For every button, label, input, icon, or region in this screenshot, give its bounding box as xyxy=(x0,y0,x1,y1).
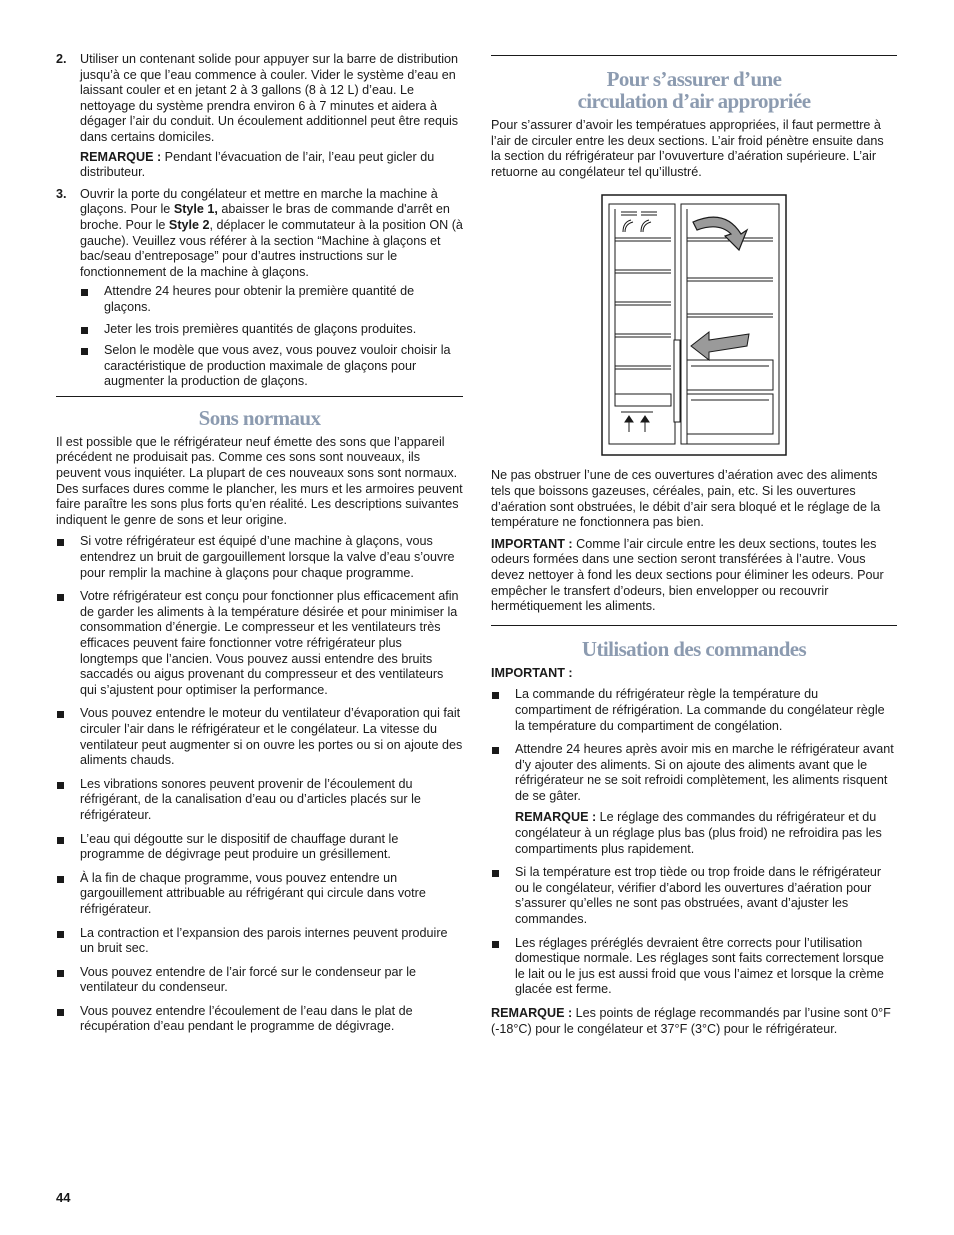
airflow-diagram xyxy=(491,188,897,464)
bullet-square-icon xyxy=(492,692,499,699)
important-label: IMPORTANT : xyxy=(491,536,573,551)
list-item-text: Si votre réfrigérateur est équipé d’une machine à glaçons, vous entendrez un bruit de gargouillement lorsque la valve d’eau s’ouvre pour remplir la machine à glaçons pour chaque programme. xyxy=(80,534,455,580)
bullet-square-icon xyxy=(492,870,499,877)
list-item-note xyxy=(515,810,897,857)
commandes-important xyxy=(491,666,897,682)
step-3 xyxy=(56,187,463,390)
bullet-square-icon xyxy=(81,327,88,334)
title-line: Pour s’assurer d’une xyxy=(606,67,782,91)
list-item xyxy=(56,706,463,768)
step-number: 3. xyxy=(56,186,67,201)
bullet-square-icon xyxy=(57,1009,64,1016)
section-divider xyxy=(491,55,897,56)
left-column xyxy=(56,52,463,1043)
sons-intro: Il est possible que le réfrigérateur neuf émette des sons que l’appareil précédent ne produisait pas. Comme ces sons sont nouveaux, ils peuvent vous inquiéter. La plupart de ces nouveaux sons sont normaux. Des surfaces dures comme le plancher, les murs et les armoires peuvent faire paraître les sons plus forts qu’en réalité. Les descriptions suivantes indiquent le genre de sons et leur origine. xyxy=(56,434,463,527)
list-item-text: Vous pouvez entendre de l’air forcé sur le condenseur par le ventilateur du condenseur. xyxy=(80,964,417,995)
freezer-section xyxy=(609,204,675,444)
step-2 xyxy=(56,52,463,181)
list-item-text: La contraction et l’expansion des parois internes peuvent produire un bruit sec. xyxy=(80,925,448,956)
list-item-text: Les vibrations sonores peuvent provenir de l’écoulement du réfrigérant, de la canalisation d’eau ou d’articles placés sur le réfrigérateur. xyxy=(80,776,421,822)
list-item-text: Selon le modèle que vous avez, vous pouvez vouloir choisir la caractéristique de production maximale de glaçons pour augmenter la production de glaçons. xyxy=(104,343,451,389)
text-run: , déplacer le commutateur à la position ON (à gauche). Veuillez vous référer à la section “Machine à glaçons et bac/seau d’entreposage” pour d’autres instructions sur le fonctionnement de la machine à glaçons. xyxy=(80,217,463,279)
bullet-square-icon xyxy=(57,711,64,718)
air-duct xyxy=(674,340,680,422)
section-divider xyxy=(56,396,463,397)
list-item xyxy=(80,284,463,315)
list-item-text: Vous pouvez entendre le moteur du ventilateur d’évaporation qui fait circuler l’air dans le réfrigérateur et le congélateur. La vitesse du ventilateur peut augmenter si on ouvre les portes ou si on ajoute des aliments chauds. xyxy=(80,706,463,768)
section-title-air-circulation xyxy=(491,68,897,112)
list-item xyxy=(80,322,463,338)
refrigerator-airflow-illustration xyxy=(601,194,787,456)
note-text: Pendant l’évacuation de l’air, l’eau peut gicler du distributeur. xyxy=(80,149,435,180)
list-item-text: La commande du réfrigérateur règle la température du compartiment de réfrigération. La commande du congélateur règle la température du compartiment de congélation. xyxy=(515,687,885,733)
commandes-bullets xyxy=(491,687,897,998)
bullet-square-icon xyxy=(492,747,499,754)
bullet-square-icon xyxy=(57,931,64,938)
list-item-text: Les réglages préréglés devraient être corrects pour l’utilisation domestique normale. Les réglages sont faits correctement lorsque le lait ou le jus est aussi froid que vous l’aimez et lorsque la crème glacée est ferme. xyxy=(515,935,884,997)
important-text: Comme l’air circule entre les deux sections, toutes les odeurs formées dans une section seront transférées à l’autre. Vous devez nettoyer à fond les deux sections pour éliminer les odeurs. Pour empêcher le transfert d’odeurs, bien envelopper ou recouvrir hermétiquement les aliments. xyxy=(491,536,884,614)
list-item-text: À la fin de chaque programme, vous pouvez entendre un gargouillement attribuable au réfrigérant qui circule dans votre réfrigérateur. xyxy=(80,870,426,916)
step-note xyxy=(80,150,463,181)
step-text xyxy=(80,187,463,281)
note-label: REMARQUE : xyxy=(80,149,162,164)
list-item xyxy=(491,865,897,927)
list-item xyxy=(491,687,897,734)
bullet-square-icon xyxy=(57,539,64,546)
note-text: Les points de réglage recommandés par l’usine sont 0°F (-18°C) pour le congélateur et 37°F (3°C) pour le réfrigérateur. xyxy=(491,1006,891,1036)
section-divider xyxy=(491,625,897,626)
bullet-square-icon xyxy=(492,941,499,948)
text-run: abaisser le bras de commande d'arrêt en broche. Pour le xyxy=(80,202,450,232)
right-column xyxy=(491,55,897,1043)
bullet-square-icon xyxy=(81,289,88,296)
list-item xyxy=(56,871,463,918)
air-warning: Ne pas obstruer l’une de ces ouvertures d’aération avec des aliments tels que boissons gazeuses, céréales, pain, etc. Si les ouvertures d’aération sont obstruées, le débit d’air sera bloqué et le réglage de la température ne fonctionnera pas bien. xyxy=(491,468,881,530)
list-item xyxy=(56,926,463,957)
bullet-square-icon xyxy=(57,876,64,883)
note-label: REMARQUE : xyxy=(491,1006,573,1020)
list-item xyxy=(491,742,897,857)
step-number: 2. xyxy=(56,52,67,66)
title-line: circulation d’air appropriée xyxy=(577,89,811,113)
list-item xyxy=(56,1004,463,1035)
list-item xyxy=(491,936,897,998)
list-item-text: Votre réfrigérateur est conçu pour fonctionner plus efficacement afin de garder les aliments à la température désirée et pour minimiser la consommation d’énergie. Le compresseur et les ventilateurs très efficaces peuvent faire fonctionner votre réfrigérateur plus longtemps que l’ancien. Vous pouvez aussi entendre des bruits saccadés ou aigus provenant du compresseur et des ventilateurs qui s’ajustent pour optimiser la performance. xyxy=(80,589,459,697)
bullet-square-icon xyxy=(57,782,64,789)
air-intro: Pour s’assurer d’avoir les températues appropriées, il faut permettre à l’air de circuler entre les deux sections. L’air froid pénètre ensuite dans la section du réfrigérateur par l’ovuverture d’aération supérieure. L’air retuorne au congélateur tel qu’illustré. xyxy=(491,118,884,179)
sons-bullets xyxy=(56,534,463,1035)
list-item-text: L’eau qui dégoutte sur le dispositif de chauffage durant le programme de dégivrage peut produire un grésillement. xyxy=(80,831,399,862)
air-important xyxy=(491,537,897,615)
bullet-square-icon xyxy=(81,348,88,355)
list-item xyxy=(80,343,463,390)
bold-run: Style 1, xyxy=(173,202,218,217)
list-item xyxy=(56,589,463,698)
text-run: Ouvrir la porte du congélateur et mettre en marche la machine à glaçons. Pour le xyxy=(80,186,438,217)
section-title-sons-normaux: Sons normaux xyxy=(198,405,321,430)
note-text: Le réglage des commandes du réfrigérateur et du congélateur à un réglage plus bas (plus froid) ne refroidira pas les compartiments plus rapidement. xyxy=(515,810,882,856)
list-item xyxy=(56,832,463,863)
list-item-text: Vous pouvez entendre l’écoulement de l’eau dans le plat de récupération d’eau pendant le programme de dégivrage. xyxy=(80,1003,413,1034)
step-3-bullets xyxy=(80,284,463,390)
list-item-text: Attendre 24 heures après avoir mis en marche le réfrigérateur avant d’y ajouter des aliments. Si on ajoute des aliments avant que le réfrigérateur ne se soit refroidi complètement, les aliments risquent de se gâter. xyxy=(515,742,894,803)
bullet-square-icon xyxy=(57,837,64,844)
important-label: IMPORTANT : xyxy=(491,665,573,680)
page-number: 44 xyxy=(56,1190,71,1205)
list-item-text: Si la température est trop tiède ou trop froide dans le réfrigérateur ou le congélateur, vérifier d’abord les ouvertures d’aération pour s’assurer qu’elles ne sont pas obstruées, avant d’ajuster les commandes. xyxy=(515,865,882,927)
list-item-text: Jeter les trois premières quantités de glaçons produites. xyxy=(104,321,417,336)
commandes-final-note xyxy=(491,1006,897,1037)
bullet-square-icon xyxy=(57,594,64,601)
list-item-text: Attendre 24 heures pour obtenir la première quantité de glaçons. xyxy=(104,284,415,314)
list-item xyxy=(56,965,463,996)
list-item xyxy=(56,777,463,824)
bullet-square-icon xyxy=(57,970,64,977)
note-label: REMARQUE : xyxy=(515,810,597,825)
bold-run: Style 2 xyxy=(168,217,210,232)
section-title-commandes: Utilisation des commandes xyxy=(581,636,807,661)
step-text: Utiliser un contenant solide pour appuyer sur la barre de distribution jusqu’à ce que l’eau commence à couler. Vider le système d’eau en laissant couler et en jetant 2 à 3 gallons (8 à 12 L) d’eau. Le nettoyage du système prendra environ 6 à 7 minutes et aidera à dégager l’air du conduit. Un écoulement additionnel peut être requis dans certains domiciles. xyxy=(80,52,459,144)
list-item xyxy=(56,534,463,581)
